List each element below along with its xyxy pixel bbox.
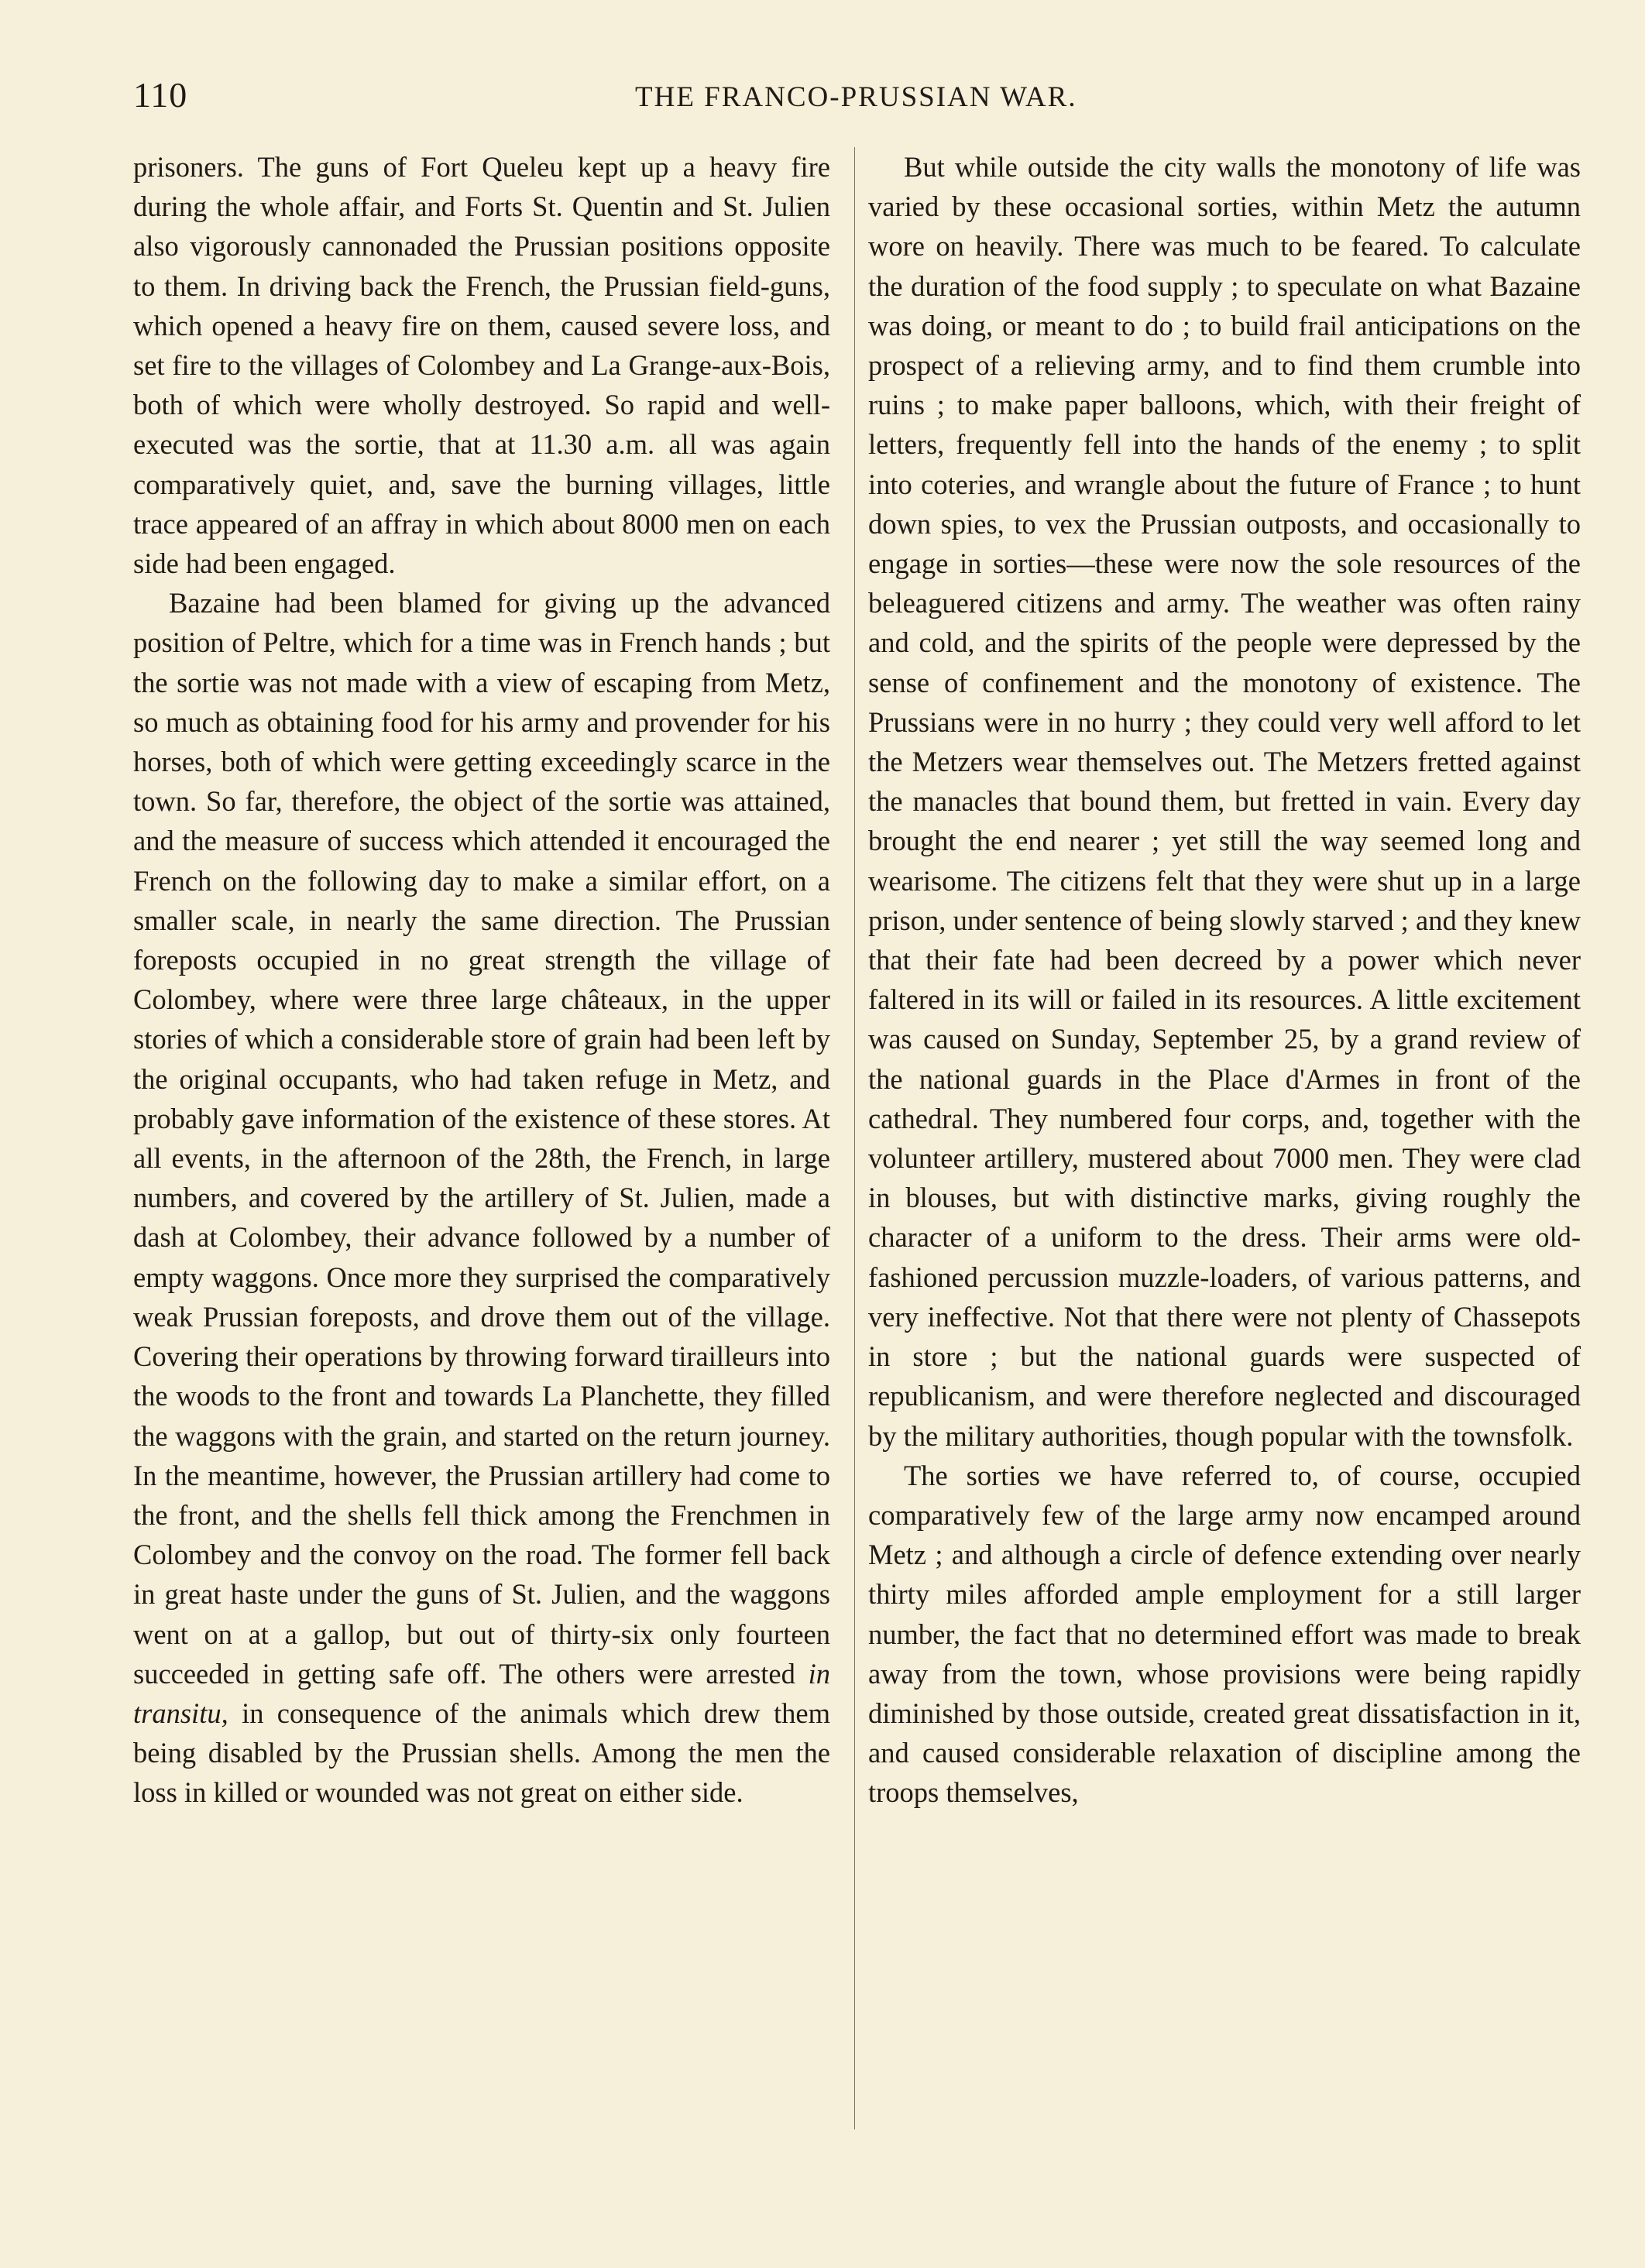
left-paragraph-1: prisoners. The guns of Fort Queleu kept up a heavy fire during the whole affair, and Forts St. Quentin and St. Julien also vigorously cannonaded the Prussian positions opposite to them. In driving back the French, the Prussian field-guns, which opened a heavy fire on them, caused severe loss, and set fire to the villages of Colombey and La Grange-aux-Bois, both of which were wholly destroyed. So rapid and well-executed was the sortie, that at 11.30 a.m. all was again comparatively quiet, and, save the burning villages, little trace appeared of an affray in which about 8000 men on each side had been engaged. bbox=[133, 151, 830, 580]
left-column bbox=[133, 147, 830, 1813]
column-rule bbox=[854, 147, 855, 2129]
left-paragraph-2 bbox=[133, 583, 830, 1812]
running-head: THE FRANCO-PRUSSIAN WAR. bbox=[635, 81, 1077, 113]
italic-phrase: in transitu, bbox=[133, 1657, 831, 1729]
page-number: 110 bbox=[133, 75, 188, 115]
right-paragraph-2: The sorties we have referred to, of course, occupied comparatively few of the large army now encamped around Metz ; and although a circle of defence extending over nearly thirty miles afforded ample employment for a still larger number, the fact that no determined effort was made to break away from the town, whose provisions were being rapidly diminished by those outside, created great dissatisfaction in it, and caused considerable relaxation of discipline among the troops themselves, bbox=[868, 1459, 1581, 1809]
left-paragraph-2-text-a: Bazaine had been blamed for giving up the advanced position of Peltre, which for a time was in French hands ; but the sortie was not made with a view of escaping from Metz, so much as obtaining food for his army and provender for his horses, both of which were getting exceedingly scarce in the town. So far, therefore, the object of the sortie was attained, and the measure of success which attended it encouraged the French on the following day to make a similar effort, on a smaller scale, in nearly the same direction. The Prussian foreposts occupied in no great strength the village of Colombey, where were three large châteaux, in the upper stories of which a considerable store of grain had been left by the original occupants, who had taken refuge in Metz, and probably gave information of the existence of these stores. At all events, in the afternoon of the 28th, the French, in large numbers, and covered by the artillery of St. Julien, made a dash at Colombey, their advance followed by a number of empty waggons. Once more they surprised the comparatively weak Prussian foreposts, and drove them out of the village. Covering their operations by throwing forward tirailleurs into the woods to the front and towards La Planchette, they filled the waggons with the grain, and started on the return journey. In the meantime, however, the Prussian artillery had come to the front, and the shells fell thick among the Frenchmen in Colombey and the convoy on the road. The former fell back in great haste under the guns of St. Julien, and the waggons went on at a gallop, but out of thirty-six only fourteen succeeded in getting safe off. The others were arrested bbox=[133, 587, 830, 1690]
right-paragraph-1: But while outside the city walls the monotony of life was varied by these occasional sorties, within Metz the autumn wore on heavily. There was much to be feared. To calculate the duration of the food supply ; to speculate on what Bazaine was doing, or meant to do ; to build frail anticipations on the prospect of a relieving army, and to find them crumble into ruins ; to make paper balloons, which, with their freight of letters, frequently fell into the hands of the enemy ; to split into coteries, and wrangle about the future of France ; to hunt down spies, to vex the Prussian outposts, and occasionally to engage in sorties—these were now the sole resources of the beleaguered citizens and army. The weather was often rainy and cold, and the spirits of the people were depressed by the sense of confinement and the monotony of existence. The Prussians were in no hurry ; they could very well afford to let the Metzers wear themselves out. The Metzers fretted against the manacles that bound them, but fretted in vain. Every day brought the end nearer ; yet still the way seemed long and wearisome. The citizens felt that they were shut up in a large prison, under sentence of being slowly starved ; and they knew that their fate had been decreed by a power which never faltered in its will or failed in its resources. A little excitement was caused on Sunday, September 25, by a grand review of the national guards in the Place d'Armes in front of the cathedral. They numbered four corps, and, together with the volunteer artillery, mustered about 7000 men. They were clad in blouses, but with distinctive marks, giving roughly the character of a uniform to the dress. Their arms were old-fashioned percussion muzzle-loaders, of various patterns, and very ineffective. Not that there were not plenty of Chassepots in store ; but the national guards were suspected of republicanism, and were therefore neglected and discouraged by the military authorities, though popular with the townsfolk. bbox=[868, 151, 1581, 1452]
right-column bbox=[868, 147, 1581, 1813]
left-paragraph-2-text-b: in consequence of the animals which drew them being disabled by the Prussian shells. Among the men the loss in killed or wounded was not great on either side. bbox=[133, 1697, 830, 1809]
